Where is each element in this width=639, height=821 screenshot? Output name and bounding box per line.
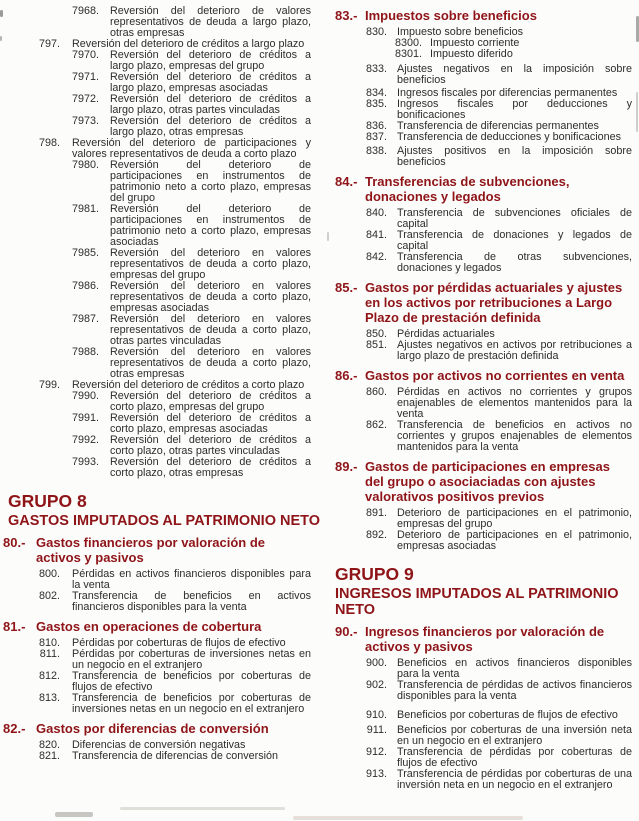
account-title: Transferencia de pérdidas por coberturas de flujos de efectivo bbox=[397, 746, 632, 769]
account-title: Beneficios en activos financieros disponibles para la venta bbox=[397, 657, 632, 680]
account-title: Ajustes negativos en la imposición sobre beneficios bbox=[397, 63, 632, 86]
section-number: 89.- bbox=[335, 459, 358, 474]
account-number: 821. bbox=[38, 750, 60, 762]
account-title: Transferencia de diferencias permanentes bbox=[397, 120, 599, 132]
left-column bbox=[3, 5, 321, 762]
account-title: Deterioro de participaciones en el patrimonio, empresas del grupo bbox=[397, 507, 632, 530]
account-title: Beneficios por coberturas de una inversión neta en un negocio en el extranjero bbox=[397, 724, 632, 747]
account-entry bbox=[335, 132, 632, 143]
account-number: 7993. bbox=[72, 456, 100, 468]
account-number: 820. bbox=[38, 739, 60, 751]
scan-artifact bbox=[327, 232, 329, 241]
account-title: Reversión del deterioro de participaciones en instrumentos de patrimonio neto a corto plazo, empresas del grupo bbox=[110, 159, 311, 204]
section-title: Gastos por diferencias de conversión bbox=[36, 721, 269, 736]
account-title: Diferencias de conversión negativas bbox=[72, 739, 246, 751]
section-number: 84.- bbox=[335, 174, 358, 189]
account-number: 7980. bbox=[72, 159, 100, 171]
section-title: Gastos en operaciones de cobertura bbox=[36, 619, 262, 634]
account-entry bbox=[335, 99, 632, 121]
account-entry bbox=[335, 747, 632, 769]
account-title: Deterioro de participaciones en el patrimonio, empresas asociadas bbox=[397, 529, 632, 552]
scan-artifact bbox=[0, 10, 3, 17]
account-entry bbox=[335, 420, 632, 453]
account-entry bbox=[72, 413, 311, 435]
account-entry bbox=[72, 435, 311, 457]
account-number: 910. bbox=[365, 709, 387, 721]
account-entry bbox=[72, 457, 311, 479]
account-title: Reversión del deterioro de créditos a corto plazo, empresas asociadas bbox=[110, 412, 311, 435]
account-number: 7970. bbox=[72, 49, 100, 61]
section-heading bbox=[3, 619, 311, 634]
account-title: Reversión del deterioro de créditos a largo plazo, empresas del grupo bbox=[110, 49, 311, 72]
account-number: 811. bbox=[39, 648, 60, 660]
account-title: Transferencia de beneficios por coberturas de inversiones netas en un negocio en el extranjero bbox=[72, 692, 311, 715]
account-number: 7972. bbox=[72, 93, 100, 105]
account-number: 810. bbox=[38, 637, 60, 649]
account-title: Pérdidas actuariales bbox=[397, 328, 495, 340]
account-title: Impuesto diferido bbox=[430, 48, 513, 60]
account-number: 7990. bbox=[72, 390, 100, 402]
account-entry bbox=[72, 314, 311, 347]
scan-artifact bbox=[293, 816, 523, 820]
account-entry bbox=[8, 138, 311, 160]
account-number: 797. bbox=[38, 38, 60, 50]
account-number: 7968. bbox=[72, 5, 100, 17]
scan-artifact bbox=[55, 812, 93, 817]
account-title: Reversión del deterioro en valores representativos de deuda a corto plazo, empresas asociadas bbox=[110, 280, 311, 314]
account-number: 830. bbox=[365, 26, 387, 38]
account-title: Transferencia de donaciones y legados de capital bbox=[397, 229, 632, 252]
account-title: Ingresos fiscales por deducciones y bonificaciones bbox=[397, 98, 632, 121]
section-heading bbox=[335, 624, 632, 654]
section-number: 80.- bbox=[3, 535, 26, 550]
account-number: 800. bbox=[38, 568, 60, 580]
account-title: Transferencia de pérdidas por coberturas de una inversión neta en un negocio en el extranjero bbox=[397, 768, 632, 791]
account-entry bbox=[335, 680, 632, 702]
group-heading: GRUPO 8 bbox=[8, 491, 87, 511]
section-title: Ingresos financieros por valoración de activos y pasivos bbox=[365, 624, 605, 654]
section-title: Gastos de participaciones en empresas del grupo o asociaciadas con ajustes valorativos positivos previos bbox=[365, 459, 610, 504]
account-number: 7971. bbox=[72, 71, 100, 83]
account-title: Transferencia de deducciones y bonificaciones bbox=[397, 131, 622, 143]
account-entry bbox=[72, 6, 311, 39]
account-title: Reversión del deterioro de valores representativos de deuda a largo plazo, otras empresas bbox=[110, 5, 311, 39]
account-entry bbox=[335, 769, 632, 791]
account-title: Impuesto sobre beneficios bbox=[397, 26, 524, 38]
account-title: Transferencia de beneficios en activos no corrientes y grupos enajenables de elementos mantenidos para la venta bbox=[397, 419, 632, 453]
group-subheading: INGRESOS IMPUTADOS AL PATRIMONIO NETO bbox=[335, 586, 619, 618]
scan-artifact bbox=[0, 36, 2, 41]
account-number: 7973. bbox=[72, 115, 100, 127]
account-entry bbox=[335, 146, 632, 168]
account-number: 892. bbox=[365, 529, 387, 541]
account-number: 834. bbox=[365, 87, 387, 99]
account-number: 837. bbox=[365, 131, 387, 143]
section-number: 90.- bbox=[335, 624, 358, 639]
account-entry bbox=[335, 658, 632, 680]
account-number: 911. bbox=[366, 724, 387, 736]
account-entry bbox=[8, 649, 311, 671]
account-number: 912. bbox=[365, 746, 387, 758]
account-title: Transferencia de subvenciones oficiales de capital bbox=[397, 207, 632, 230]
account-title: Impuesto corriente bbox=[430, 37, 520, 49]
account-number: 7986. bbox=[72, 280, 100, 292]
account-entry bbox=[72, 160, 311, 204]
account-number: 841. bbox=[365, 229, 387, 241]
account-entry bbox=[72, 116, 311, 138]
section-heading bbox=[3, 535, 311, 565]
account-title: Pérdidas en activos no corrientes y grupos enajenables de elementos mantenidos para la venta bbox=[397, 386, 632, 420]
account-entry bbox=[335, 508, 632, 530]
account-number: 8300. bbox=[395, 37, 423, 49]
account-number: 851. bbox=[365, 339, 387, 351]
account-number: 862. bbox=[365, 419, 387, 431]
account-title: Reversión del deterioro en valores representativos de deuda a corto plazo, otras partes vinculadas bbox=[110, 313, 311, 347]
account-title: Reversión del deterioro de créditos a corto plazo, otras empresas bbox=[110, 456, 311, 479]
account-entry bbox=[72, 72, 311, 94]
account-title: Ajustes negativos en activos por retribuciones a largo plazo de prestación definida bbox=[397, 339, 632, 362]
account-number: 836. bbox=[365, 120, 387, 132]
account-entry bbox=[8, 671, 311, 693]
right-column bbox=[335, 2, 632, 791]
account-number: 860. bbox=[365, 386, 387, 398]
account-entry bbox=[8, 591, 311, 613]
account-title: Reversión del deterioro de créditos a largo plazo, otras empresas bbox=[110, 115, 311, 138]
account-number: 7992. bbox=[72, 434, 100, 446]
account-number: 833. bbox=[365, 63, 387, 75]
account-title: Ingresos fiscales por diferencias permanentes bbox=[397, 87, 618, 99]
account-number: 799. bbox=[38, 379, 60, 391]
account-title: Pérdidas por coberturas de inversiones netas en un negocio en el extranjero bbox=[72, 648, 311, 671]
account-entry bbox=[335, 710, 632, 721]
section-heading bbox=[335, 368, 632, 383]
group-heading: GRUPO 9 bbox=[335, 564, 414, 584]
account-number: 7985. bbox=[72, 247, 100, 259]
section-title: Gastos por pérdidas actuariales y ajustes en los activos por retribuciones a Largo Plazo de prestación definida bbox=[365, 280, 623, 325]
section-heading bbox=[335, 8, 632, 23]
account-title: Reversión del deterioro en valores representativos de deuda a corto plazo, otras empresas bbox=[110, 346, 311, 380]
account-number: 7987. bbox=[72, 313, 100, 325]
account-number: 902. bbox=[365, 679, 387, 691]
account-title: Transferencia de beneficios por coberturas de flujos de efectivo bbox=[72, 670, 311, 693]
section-heading bbox=[335, 174, 632, 204]
account-entry bbox=[8, 693, 311, 715]
section-heading bbox=[335, 459, 632, 504]
scan-artifact bbox=[636, 92, 638, 132]
account-number: 813. bbox=[38, 692, 60, 704]
account-title: Ajustes positivos en la imposición sobre beneficios bbox=[397, 145, 632, 168]
account-number: 913. bbox=[365, 768, 387, 780]
section-number: 85.- bbox=[335, 280, 358, 295]
account-title: Transferencia de pérdidas de activos financieros disponibles para la venta bbox=[397, 679, 632, 702]
account-entry bbox=[335, 64, 632, 86]
account-title: Pérdidas por coberturas de flujos de efectivo bbox=[72, 637, 286, 649]
account-title: Reversión del deterioro de créditos a largo plazo, otras partes vinculadas bbox=[110, 93, 311, 116]
account-number: 850. bbox=[365, 328, 387, 340]
account-entry bbox=[72, 391, 311, 413]
account-title: Reversión del deterioro de créditos a corto plazo bbox=[72, 379, 305, 391]
account-title: Reversión del deterioro de créditos a largo plazo bbox=[72, 38, 305, 50]
account-entry bbox=[335, 530, 632, 552]
account-number: 7981. bbox=[72, 203, 100, 215]
account-entry bbox=[72, 281, 311, 314]
account-entry bbox=[72, 94, 311, 116]
account-number: 835. bbox=[365, 98, 387, 110]
account-title: Pérdidas en activos financieros disponibles para la venta bbox=[72, 568, 311, 591]
account-title: Reversión del deterioro de créditos a corto plazo, empresas del grupo bbox=[110, 390, 311, 413]
account-title: Reversión del deterioro de participaciones y valores representativos de deuda a corto plazo bbox=[72, 137, 311, 160]
account-title: Beneficios por coberturas de flujos de efectivo bbox=[397, 709, 618, 721]
section-heading bbox=[335, 280, 632, 325]
account-number: 900. bbox=[365, 657, 387, 669]
account-entry bbox=[335, 208, 632, 230]
section-heading bbox=[3, 721, 311, 736]
section-title: Impuestos sobre beneficios bbox=[365, 8, 537, 23]
account-number: 802. bbox=[38, 590, 60, 602]
account-number: 838. bbox=[365, 145, 387, 157]
group-subheading: GASTOS IMPUTADOS AL PATRIMONIO NETO bbox=[8, 513, 321, 529]
account-title: Transferencia de beneficios en activos financieros disponibles para la venta bbox=[72, 590, 311, 613]
account-title: Transferencia de diferencias de conversión bbox=[72, 750, 279, 762]
account-number: 798. bbox=[38, 137, 60, 149]
account-title: Transferencia de otras subvenciones, donaciones y legados bbox=[397, 251, 632, 274]
account-title: Reversión del deterioro de créditos a corto plazo, otras partes vinculadas bbox=[110, 434, 311, 457]
scan-artifact bbox=[120, 807, 285, 810]
account-title: Reversión del deterioro en valores representativos de deuda a corto plazo, empresas del grupo bbox=[110, 247, 311, 281]
account-number: 7991. bbox=[72, 412, 100, 424]
account-entry bbox=[335, 387, 632, 420]
account-number: 7988. bbox=[72, 346, 100, 358]
section-title: Gastos por activos no corrientes en venta bbox=[365, 368, 625, 383]
account-entry bbox=[335, 252, 632, 274]
account-title: Reversión del deterioro de créditos a largo plazo, empresas asociadas bbox=[110, 71, 311, 94]
account-number: 8301. bbox=[395, 48, 423, 60]
account-number: 891. bbox=[365, 507, 387, 519]
section-number: 81.- bbox=[3, 619, 26, 634]
account-entry bbox=[8, 569, 311, 591]
account-number: 842. bbox=[365, 251, 387, 263]
account-entry bbox=[72, 248, 311, 281]
account-entry bbox=[72, 204, 311, 248]
account-entry bbox=[395, 49, 632, 60]
account-number: 812. bbox=[38, 670, 60, 682]
section-number: 83.- bbox=[335, 8, 358, 23]
account-title: Reversión del deterioro de participaciones en instrumentos de patrimonio neto a corto plazo, empresas asociadas bbox=[110, 203, 311, 248]
account-number: 840. bbox=[365, 207, 387, 219]
account-entry bbox=[335, 230, 632, 252]
section-number: 82.- bbox=[3, 721, 26, 736]
account-entry bbox=[8, 751, 311, 762]
section-title: Gastos financieros por valoración de activos y pasivos bbox=[36, 535, 266, 565]
section-title: Transferencias de subvenciones, donaciones y legados bbox=[365, 174, 570, 204]
account-entry bbox=[335, 340, 632, 362]
account-entry bbox=[72, 50, 311, 72]
section-number: 86.- bbox=[335, 368, 358, 383]
account-entry bbox=[72, 347, 311, 380]
account-entry bbox=[335, 725, 632, 747]
